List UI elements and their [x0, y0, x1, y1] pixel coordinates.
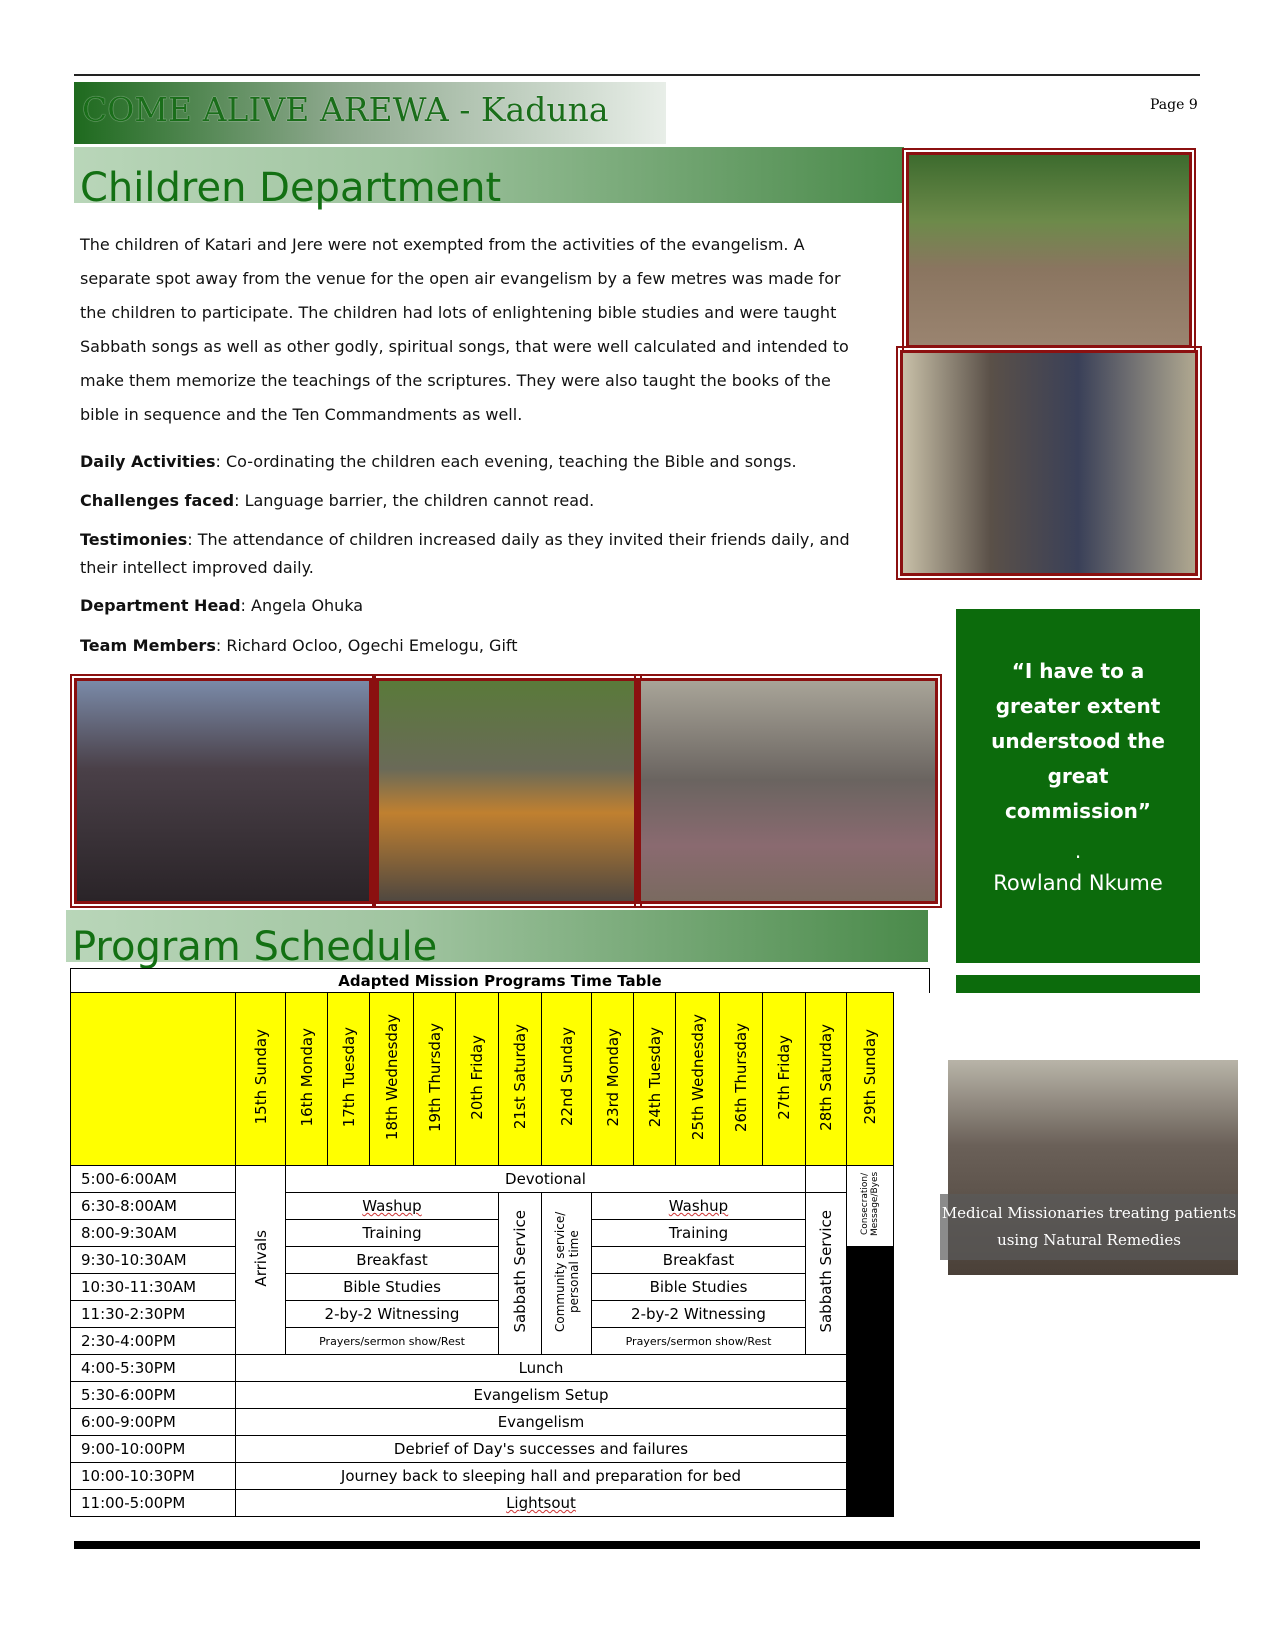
time-cell: 11:30-2:30PM: [71, 1301, 236, 1328]
day-header: 27th Friday: [763, 993, 806, 1166]
masthead-title: COME ALIVE AREWA - Kaduna: [82, 90, 609, 129]
day-header: 28th Saturday: [806, 993, 847, 1166]
schedule-heading-band: [66, 910, 928, 970]
day-header: 29th Sunday: [847, 993, 894, 1166]
day-header: 21st Saturday: [499, 993, 542, 1166]
team-members: Team Members: Richard Ocloo, Ogechi Emelogu, Gift: [80, 636, 518, 655]
activity-cell: Prayers/sermon show/Rest: [592, 1328, 806, 1355]
activity-cell: Washup: [286, 1193, 499, 1220]
time-cell: 9:30-10:30AM: [71, 1247, 236, 1274]
photo-children-seated: [900, 350, 1198, 576]
time-cell: 5:00-6:00AM: [71, 1166, 236, 1193]
evening-activity-cell: Journey back to sleeping hall and preparation for bed: [236, 1463, 847, 1490]
body-paragraph: The children of Katari and Jere were not exempted from the activities of the evangelism. A separate spot away from the venue for the open air evangelism by a few metres was made for the children to participate. The children had lots of enlightening bible studies and were taught Sabbath songs as well as other godly, spiritual songs, that were well calculated and intended to make them memorize the teachings of the scriptures. They were also taught the books of the bible in sequence and the Ten Commandments as well.: [80, 235, 849, 424]
photo-teacher-children: [376, 678, 638, 904]
day-header: 20th Friday: [456, 993, 499, 1166]
day-header: 16th Monday: [286, 993, 328, 1166]
evening-activity-cell: Lunch: [236, 1355, 847, 1382]
time-cell: 2:30-4:00PM: [71, 1328, 236, 1355]
department-head: Department Head: Angela Ohuka: [80, 596, 364, 615]
masthead: [74, 82, 666, 144]
time-cell: 4:00-5:30PM: [71, 1355, 236, 1382]
quote-bar: [956, 975, 1200, 993]
bottom-rule: [74, 1541, 1200, 1549]
day-header: 19th Thursday: [414, 993, 456, 1166]
activity-cell: Breakfast: [286, 1247, 499, 1274]
evening-activity-cell: Evangelism Setup: [236, 1382, 847, 1409]
day-header: 26th Thursday: [720, 993, 763, 1166]
day-header: 25th Wednesday: [676, 993, 720, 1166]
evening-activity-cell: Lightsout: [236, 1490, 847, 1517]
activity-cell: Prayers/sermon show/Rest: [286, 1328, 499, 1355]
photo-tent-gathering: [74, 678, 372, 904]
quote-text: “I have to a greater extent understood the great commission”: [991, 659, 1165, 823]
photo-medical-missionaries: [941, 1060, 1238, 1275]
sabbath-service-cell: Sabbath Service: [806, 1193, 847, 1355]
consecration-cell: Consecration/ Message/Byes: [847, 1166, 894, 1247]
sabbath-service-cell: Sabbath Service: [499, 1193, 542, 1355]
quote-author: Rowland Nkume: [993, 871, 1163, 895]
pull-quote: [956, 609, 1200, 963]
top-rule: [74, 74, 1200, 76]
activity-cell: Washup: [592, 1193, 806, 1220]
day-header: 24th Tuesday: [634, 993, 676, 1166]
time-cell: 6:00-9:00PM: [71, 1409, 236, 1436]
time-cell: 8:00-9:30AM: [71, 1220, 236, 1247]
quote-dot: .: [1074, 839, 1082, 863]
day-header: 22nd Sunday: [542, 993, 592, 1166]
schedule-title: Program Schedule: [72, 924, 438, 970]
activity-cell: Training: [592, 1220, 806, 1247]
photo-caption: Medical Missionaries treating patients using Natural Remedies: [940, 1194, 1238, 1260]
day-header: 15th Sunday: [236, 993, 286, 1166]
activity-cell: Bible Studies: [286, 1274, 499, 1301]
empty-cell: [806, 1166, 847, 1193]
evening-activity-cell: Debrief of Day's successes and failures: [236, 1436, 847, 1463]
black-fill-cell: [847, 1247, 894, 1517]
day-header: 17th Tuesday: [328, 993, 370, 1166]
photo-classroom: [638, 678, 938, 904]
devotional-cell: Devotional: [286, 1166, 806, 1193]
timetable: [70, 992, 894, 1517]
activity-cell: Bible Studies: [592, 1274, 806, 1301]
arrivals-cell: Arrivals: [236, 1166, 286, 1355]
activity-cell: Breakfast: [592, 1247, 806, 1274]
timetable-title: Adapted Mission Programs Time Table: [70, 968, 930, 993]
time-cell: 10:30-11:30AM: [71, 1274, 236, 1301]
section-heading-band: [74, 147, 904, 211]
activity-cell: 2-by-2 Witnessing: [286, 1301, 499, 1328]
testimonies: Testimonies: The attendance of children increased daily as they invited their friends daily, and their intellect improved daily.: [80, 530, 850, 577]
day-header: 23rd Monday: [592, 993, 634, 1166]
header-blank: [71, 993, 236, 1166]
time-cell: 10:00-10:30PM: [71, 1463, 236, 1490]
activity-cell: Training: [286, 1220, 499, 1247]
activity-cell: 2-by-2 Witnessing: [592, 1301, 806, 1328]
section-title: Children Department: [80, 165, 502, 211]
time-cell: 5:30-6:00PM: [71, 1382, 236, 1409]
time-cell: 9:00-10:00PM: [71, 1436, 236, 1463]
day-header: 18th Wednesday: [370, 993, 414, 1166]
challenges: Challenges faced: Language barrier, the children cannot read.: [80, 491, 595, 510]
community-service-cell: Community service/ personal time: [542, 1193, 592, 1355]
page-number: Page 9: [1150, 97, 1198, 113]
time-cell: 6:30-8:00AM: [71, 1193, 236, 1220]
evening-activity-cell: Evangelism: [236, 1409, 847, 1436]
daily-activities: Daily Activities: Co-ordinating the children each evening, teaching the Bible and songs.: [80, 452, 797, 471]
photo-children-line: [906, 152, 1192, 348]
time-cell: 11:00-5:00PM: [71, 1490, 236, 1517]
